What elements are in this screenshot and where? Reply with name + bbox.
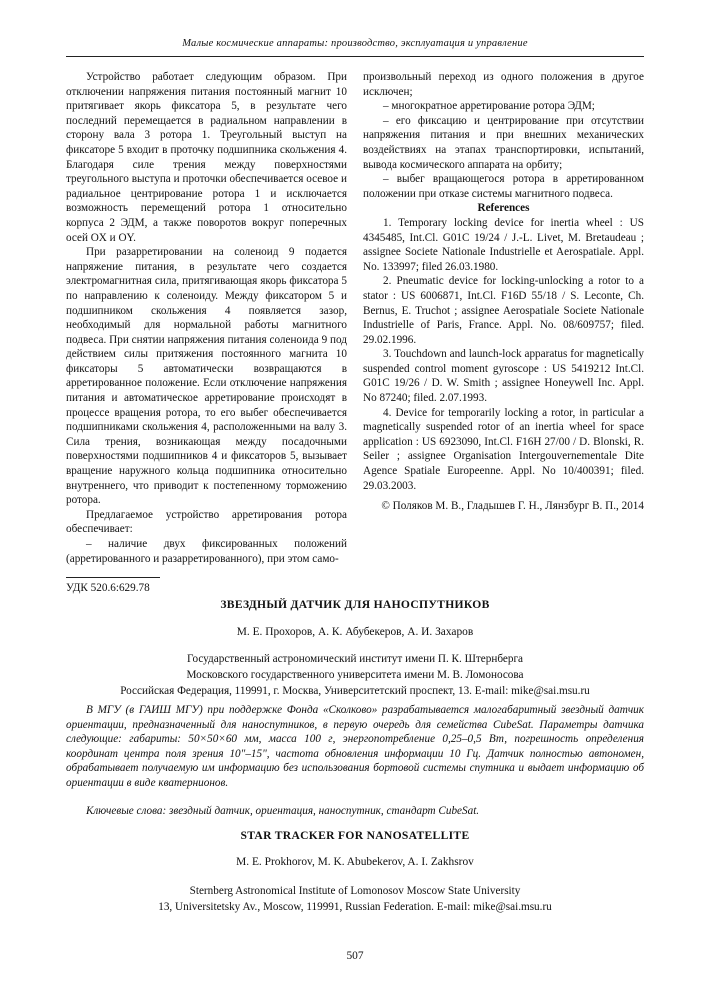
running-header: Малые космические аппараты: производство, эксплуатация и управление <box>182 38 528 49</box>
reference-item: 1. Temporary locking device for inertia wheel : US 4345485, Int.Cl. G01C 19/24 / J.-L. Livet, M. Bretaudeau ; assignee Societe Nationale Industrielle et Aerospatiale. Appl. No. 133997; filed 26.03.1980. <box>363 216 644 273</box>
article-title-en: STAR TRACKER FOR NANOSATELLITE <box>240 829 470 842</box>
references-heading: References <box>477 202 530 215</box>
keywords-ru: Ключевые слова: звездный датчик, ориентация, наноспутник, стандарт CubeSat. <box>86 805 480 817</box>
article-title-ru: ЗВЕЗДНЫЙ ДАТЧИК ДЛЯ НАНОСПУТНИКОВ <box>220 598 490 611</box>
body-paragraph: Предлагаемое устройство арретирования ротора обеспечивает: <box>66 508 347 536</box>
page-number: 507 <box>346 950 364 962</box>
body-paragraph: Устройство работает следующим образом. При отключении напряжения питания постоянный магнит 10 притягивает якорь фиксатора 5, в результате чего последний перемещается в радиальном направлении в сторону вала 3 ротора 1. Треугольный выступ на фиксаторе 5 входит в проточку подшипника скольжения 4. Благодаря силе трения между поверхностями треугольного выступа и проточки обеспечивается осевое и радиальное центрирование ротора 1 и исключается возможность перемещений ротора 1 относительно корпуса 2 ЭДМ, а также поворотов вокруг поперечных осей OX и OY. <box>66 71 347 244</box>
abstract-ru: В МГУ (в ГАИШ МГУ) при поддержке Фонда «Сколково» разрабатывается малогабаритный звездный датчик ориентации, предназначенный для наноспутников, в первую очередь для семейства CubeSat. Параметры датчика следующие: габариты: 50×50×60 мм, масса 100 г, энергопотребление 0,25–0,5 Вт, погрешность определения координат центра поля зрения 10"–15", частота обновления информации 10 Гц. Датчик полностью автономен, обрабатывает получаемую им информацию без использования бортовой системы спутника и выдает информацию об ориентации в виде кватернионов. <box>66 704 644 789</box>
section-divider <box>66 577 160 578</box>
affiliation-en <box>66 883 644 915</box>
affiliation-line: 13, Universitetsky Av., Moscow, 119991, Russian Federation. E-mail: mike@sai.msu.ru <box>158 901 552 913</box>
reference-item: 2. Pneumatic device for locking-unlocking a rotor to a stator : US 6006871, Int.Cl. F16D 55/18 / S. Leconte, Ch. Bernus, E. Truchot ; assignee Aerospatiale Societe Nationale Industrielle of Paris, France. Appl. No. 08/609757; filed. 29.02.1996. <box>363 275 644 346</box>
affiliation-ru <box>66 651 644 699</box>
list-item: – наличие двух фиксированных положений (арретированного и разарретированного), при этом само- <box>66 538 347 565</box>
list-item: – выбег вращающегося ротора в арретированном положении при отказе системы магнитного подвеса. <box>363 173 644 200</box>
body-paragraph: При разарретировании на соленоид 9 подается напряжение питания, в результате чего создается электромагнитная сила, притягивающая якорь фиксатора 5 по направлению к соленоиду. Между фиксатором 5 и подшипником скольжения 4 появляется зазор, необходимый для нормальной работы магнитного подвеса. При снятии напряжения питания соленоида 9 под действием силы притяжения постоянного магнита 10 фиксаторы 5 автоматически возвращаются в арретированное положение. Если отключение напряжения питания и автоматическое арретирование происходят в процессе вращения ротора, то его выбег обеспечивается подшипниками скольжения 4, расположенными на валу 3. Сила трения, возникающая между посадочными поверхностями подшипников 4 и фиксаторов 5, вызывает вращение наружного кольца подшипника относительно внутреннего, что приводит к постепенному торможению ротора. <box>66 246 347 507</box>
authors-ru: М. Е. Прохоров, А. К. Абубекеров, А. И. Захаров <box>236 626 474 638</box>
body-paragraph: произвольный переход из одного положения в другое исключен; <box>363 71 644 98</box>
affiliation-line: Российская Федерация, 119991, г. Москва, Университетский проспект, 13. E-mail: mike@sai.msu.ru <box>120 685 590 697</box>
left-column <box>66 70 347 566</box>
affiliation-line: Московского государственного университета имени М. В. Ломоносова <box>186 669 524 681</box>
list-item: – его фиксацию и центрирование при отсутствии напряжения питания и при внешних механических воздействиях на этапах транспортировки, испытаний, вывода космического аппарата на орбиту; <box>363 114 644 171</box>
udc-code: УДК 520.6:629.78 <box>66 582 150 594</box>
affiliation-line: Sternberg Astronomical Institute of Lomonosov Moscow State University <box>189 885 521 897</box>
right-column <box>363 70 644 514</box>
reference-item: 4. Device for temporarily locking a rotor, in particular a magnetically suspended rotor of an inertia wheel for space application : US 6923090, Int.Cl. F16H 27/00 / D. Blonski, R. Seiler ; assignee Organisation Intergouvernementale Dite Agence Spatiale Europeenne. Appl. No 10/400391; filed. 29.03.2003. <box>363 406 644 492</box>
list-item: – многократное арретирование ротора ЭДМ; <box>383 100 595 113</box>
copyright-line: © Поляков М. В., Гладышев Г. Н., Лянзбург В. П., 2014 <box>381 500 644 513</box>
reference-item: 3. Touchdown and launch-lock apparatus for magnetically suspended control moment gyroscope : US 5419212 Int.Cl. G01C 19/26 / D. W. Smith ; assignee Honeywell Inc. Appl. No 87240; filed. 2.07.1993. <box>363 348 644 405</box>
header-rule <box>66 56 644 57</box>
affiliation-line: Государственный астрономический институт имени П. К. Штернберга <box>187 653 523 665</box>
authors-en: M. E. Prokhorov, M. K. Abubekerov, A. I. Zakhsrov <box>236 856 474 868</box>
